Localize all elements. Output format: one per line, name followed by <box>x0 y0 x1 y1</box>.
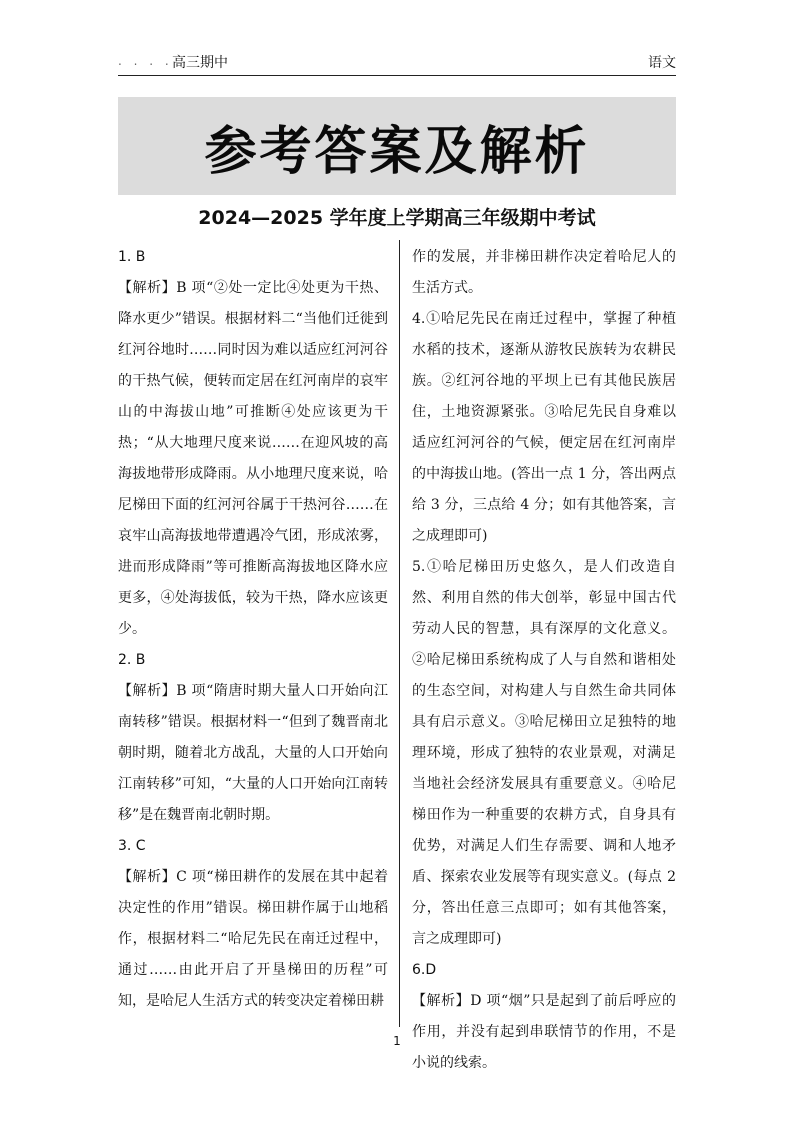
answer-paragraph: 【解析】B 项“隋唐时期大量人口开始向江南转移”错误。根据材料一“但到了魏晋南北朝时期，随着北方战乱，大量的人口开始向江南转移”可知，“大量的人口开始向江南转移”是在魏晋南北朝时期。 <box>118 683 388 823</box>
page-header <box>118 50 676 74</box>
question-number: 3. C <box>118 838 146 854</box>
answer-paragraph: 4.①哈尼先民在南迁过程中，掌握了种植水稻的技术，逐渐从游牧民族转为农耕民族。②红河谷地的平坝上已有其他民族居住，土地资源紧张。③哈尼先民自身难以适应红河河谷的气候，便定居在红河南岸的中海拔山地。(答出一点 1 分，答出两点给 3 分，三点给 4 分；如有其他答案，言之成理即可) <box>412 311 676 544</box>
title-banner <box>118 97 676 195</box>
banner-title: 参考答案及解析 <box>204 121 590 182</box>
header-subject-label: 语文 <box>648 55 676 71</box>
column-divider <box>399 240 400 1027</box>
header-dots: . . . . <box>118 54 173 68</box>
answer-paragraph: 【解析】C 项“梯田耕作的发展在其中起着决定性的作用”错误。梯田耕作属于山地稻作，根据材料二“哈尼先民在南迁过程中，通过……由此开启了开垦梯田的历程”可知，是哈尼人生活方式的转变决定着梯田耕 <box>118 869 388 1009</box>
question-number: 6.D <box>412 962 437 978</box>
page-number: 1 <box>393 1034 401 1048</box>
left-column <box>118 242 388 1017</box>
answer-paragraph: 5.①哈尼梯田历史悠久，是人们改造自然、利用自然的伟大创举，彰显中国古代劳动人民的智慧，具有深厚的文化意义。②哈尼梯田系统构成了人与自然和谐相处的生态空间，对构建人与自然生命共同体具有启示意义。③哈尼梯田立足独特的地理环境，形成了独特的农业景观，对满足当地社会经济发展具有重要意义。④哈尼梯田作为一种重要的农耕方式，自身具有优势，对满足人们生存需要、调和人地矛盾、探索农业发展等有现实意义。(每点 2 分，答出任意三点即可；如有其他答案，言之成理即可) <box>412 559 676 947</box>
header-rule <box>118 75 676 76</box>
right-column <box>412 242 676 1079</box>
answer-paragraph: 【解析】D 项“烟”只是起到了前后呼应的作用，并没有起到串联情节的作用，不是小说的线索。 <box>412 993 676 1071</box>
header-grade-label: 高三期中 <box>172 55 228 71</box>
exam-subtitle: 2024—2025 学年度上学期高三年级期中考试 <box>198 207 596 229</box>
answer-paragraph: 【解析】B 项“②处一定比④处更为干热、降水更少”错误。根据材料二“当他们迁徙到红河谷地时……同时因为难以适应红河河谷的干热气候，便转而定居在红河南岸的哀牢山的中海拔山地”可推断④处应该更为干热；“从大地理尺度来说……在迎风坡的高海拔地带形成降雨。从小地理尺度来说，哈尼梯田下面的红河河谷属于干热河谷……在哀牢山高海拔地带遭遇冷气团，形成浓雾，进而形成降雨”等可推断高海拔地区降水应更多，④处海拔低，较为干热，降水应该更少。 <box>118 280 388 637</box>
question-number: 1. B <box>118 249 146 265</box>
question-number: 2. B <box>118 652 146 668</box>
answer-paragraph: 作的发展，并非梯田耕作决定着哈尼人的生活方式。 <box>412 249 676 296</box>
